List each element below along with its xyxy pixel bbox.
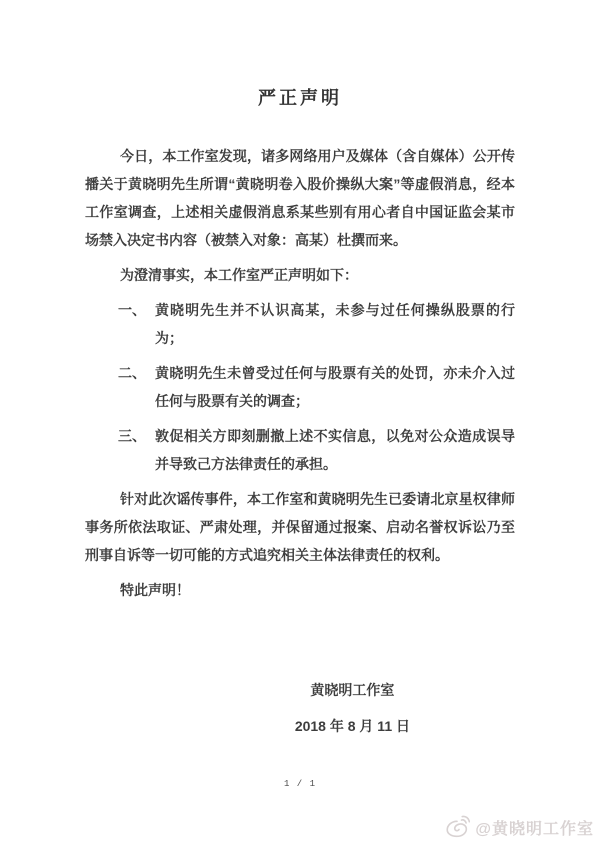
- weibo-watermark: [444, 814, 594, 840]
- statement-item-3-text: 敦促相关方即刻删撤上述不实信息，以免对公众造成误导并导致己方法律责任的承担。: [155, 428, 515, 472]
- statement-item-2-number: 二、: [118, 365, 146, 381]
- statement-item-1: [85, 296, 515, 352]
- closing-line: 特此声明！: [120, 582, 190, 598]
- page-number: 1 / 1: [283, 779, 316, 789]
- signature-block: [295, 676, 410, 740]
- statement-item-3: [85, 422, 515, 478]
- signature-name: 黄晓明工作室: [310, 682, 395, 698]
- clarify-paragraph: 为澄清事实，本工作室严正声明如下：: [120, 267, 358, 283]
- statement-item-2-text: 黄晓明先生未曾受过任何与股票有关的处罚，亦未介入过任何与股票有关的调查；: [155, 365, 515, 409]
- document-title: 严正声明: [258, 88, 342, 108]
- statement-item-3-number: 三、: [118, 428, 146, 444]
- statement-item-2: [85, 359, 515, 415]
- document-body: [85, 142, 515, 740]
- action-paragraph: 针对此次谣传事件，本工作室和黄晓明先生已委请北京星权律师事务所依法取证、严肃处理，并保留通过报案、启动名誉权诉讼乃至刑事自诉等一切可能的方式追究相关主体法律责任的权利。: [85, 491, 515, 563]
- weibo-icon: [444, 814, 470, 840]
- statement-item-1-number: 一、: [118, 302, 146, 318]
- statement-item-1-text: 黄晓明先生并不认识高某，未参与过任何操纵股票的行为；: [155, 302, 515, 346]
- watermark-handle: @黄晓明工作室: [475, 820, 594, 838]
- intro-paragraph: 今日，本工作室发现，诸多网络用户及媒体（含自媒体）公开传播关于黄晓明先生所谓“黄晓明卷入股价操纵大案”等虚假消息，经本工作室调查，上述相关虚假消息系某些别有用心者自中国证监会某市场禁入决定书内容（被禁入对象：高某）杜撰而来。: [85, 148, 515, 248]
- signature-date: 2018 年 8 月 11 日: [294, 718, 410, 734]
